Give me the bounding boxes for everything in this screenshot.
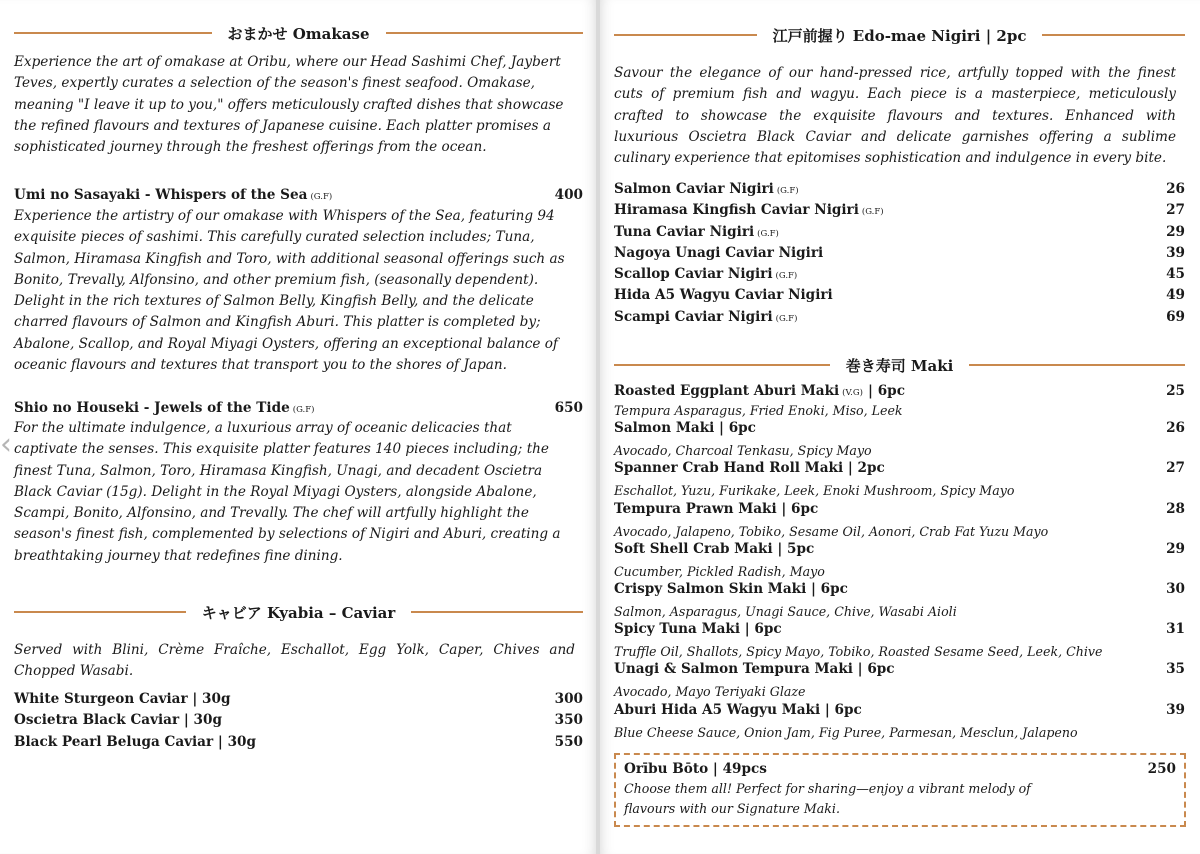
item-price: 31 (1166, 621, 1185, 638)
item-name: Nagoya Unagi Caviar Nigiri (614, 244, 824, 261)
list-item (614, 420, 1185, 460)
item-name-wrapper (614, 221, 779, 240)
item-name: Umi no Sasayaki - Whispers of the Sea (14, 187, 308, 203)
list-item (14, 712, 583, 733)
list-item (614, 199, 1185, 220)
omakase-intro: Experience the art of omakase at Oribu, where our Head Sashimi Chef, Jaybert Teves, expertly curates a selection of the season's finest seafood. Omakase, meaning "I leave it up to you," offers meticulously crafted dishes that showcase the refined flavours and textures of Japanese cuisine. Each platter promises a sophisticated journey through the freshest offerings from the ocean. (14, 54, 564, 156)
item-ingredients: Avocado, Charcoal Tenkasu, Spicy Mayo (614, 443, 872, 459)
item-price: 27 (1166, 460, 1185, 477)
item-price: 650 (554, 400, 583, 416)
item-name: White Sturgeon Caviar | 30g (14, 691, 231, 707)
item-row (614, 661, 1185, 682)
item-name-wrapper (614, 263, 797, 282)
item-name: Scampi Caviar Nigiri (614, 308, 773, 325)
item-name: Orību Bōto | 49pcs (624, 761, 767, 777)
item-name-wrapper (14, 397, 314, 416)
list-item (614, 581, 1185, 621)
heading-rule (614, 34, 757, 36)
item-row (614, 621, 1185, 642)
omakase-heading (14, 22, 583, 44)
item-price: 350 (554, 712, 583, 729)
list-item (614, 702, 1185, 742)
item-price: 49 (1166, 287, 1185, 304)
right-page (600, 0, 1200, 854)
item-row (624, 761, 1176, 777)
item-price: 300 (554, 691, 583, 707)
item-price: 550 (554, 733, 583, 750)
item-row (614, 501, 1185, 522)
item-name: Spicy Tuna Maki | 6pc (614, 621, 782, 638)
dietary-tag: (G.F) (775, 271, 798, 282)
list-item (614, 661, 1185, 701)
item-name-wrapper (614, 178, 799, 197)
item-name: Oscietra Black Caviar | 30g (14, 712, 222, 729)
heading-rule (14, 611, 186, 613)
nigiri-heading (614, 24, 1185, 46)
item-name: Hiramasa Kingfish Caviar Nigiri (614, 202, 859, 219)
item-price: 39 (1166, 701, 1185, 718)
heading-rule (411, 611, 583, 613)
list-item (614, 284, 1185, 305)
dietary-tag: (G.F) (310, 192, 333, 202)
item-price: 25 (1166, 383, 1185, 399)
item-row (614, 541, 1185, 562)
item-ingredients: Blue Cheese Sauce, Onion Jam, Fig Puree, Parmesan, Mesclun, Jalapeno (614, 724, 1078, 740)
item-name-wrapper (614, 284, 836, 303)
item-row (614, 380, 1185, 401)
dietary-tag: (G.F) (757, 228, 779, 239)
featured-item-box (614, 753, 1186, 827)
list-item (14, 734, 583, 755)
item-price: 29 (1166, 223, 1185, 240)
item-row (614, 460, 1185, 481)
list-item (614, 178, 1185, 199)
item-name-wrapper (614, 380, 905, 399)
heading-rule (969, 364, 1185, 366)
item-name: Unagi & Salmon Tempura Maki | 6pc (614, 661, 895, 678)
item-ingredients: Tempura Asparagus, Fried Enoki, Miso, Leek (614, 403, 903, 418)
item-name: Spanner Crab Hand Roll Maki | 2pc (614, 460, 885, 477)
item-name: Crispy Salmon Skin Maki | 6pc (614, 580, 848, 597)
caviar-list (14, 691, 583, 755)
dietary-tag: (V.G) (842, 388, 863, 398)
heading-rule (1042, 34, 1185, 36)
item-price: 45 (1166, 266, 1185, 283)
list-item (614, 541, 1185, 581)
item-name-wrapper (614, 242, 826, 261)
item-price: 28 (1166, 500, 1185, 517)
list-item (614, 380, 1185, 420)
caviar-title: キャビア Kyabia – Caviar (201, 603, 396, 622)
omakase-title: おまかせ Omakase (227, 24, 370, 43)
item-name: Shio no Houseki - Jewels of the Tide (14, 400, 290, 416)
item-price: 400 (554, 187, 583, 203)
dietary-tag: (G.F) (776, 186, 799, 196)
item-name-wrapper (14, 184, 332, 203)
maki-title: 巻き寿司 Maki (845, 356, 954, 375)
item-ingredients: Truffle Oil, Shallots, Spicy Mayo, Tobiko, Roasted Sesame Seed, Leek, Chive (614, 644, 1103, 660)
nigiri-intro: Savour the elegance of our hand-pressed rice, artfully topped with the finest cuts of premium fish and wagyu. Each piece is a masterpiece, meticulously crafted to showcase the exquisite flavours and textures. Enhanced with luxurious Oscietra Black Caviar and delicate garnishes offering a sublime culinary experience that epitomises sophistication and indulgence in every bite. (614, 65, 1176, 167)
item-name: Scallop Caviar Nigiri (614, 266, 773, 283)
item-price: 39 (1166, 244, 1185, 261)
item-price: 27 (1166, 202, 1185, 219)
list-item (614, 242, 1185, 263)
dietary-tag: (G.F) (861, 207, 884, 218)
item-name-wrapper (614, 199, 884, 218)
heading-rule (386, 32, 584, 34)
heading-rule (14, 32, 212, 34)
item-description: Choose them all! Perfect for sharing—enjoy a vibrant melody of flavours with our Signature Maki. (624, 781, 1031, 816)
item-row (614, 702, 1185, 723)
item-price: 29 (1166, 540, 1185, 557)
item-name: Salmon Caviar Nigiri (614, 181, 774, 197)
item-ingredients: Salmon, Asparagus, Unagi Sauce, Chive, Wasabi Aioli (614, 603, 957, 619)
dietary-tag: (G.F) (775, 313, 798, 324)
item-name: Tuna Caviar Nigiri (614, 223, 755, 240)
chevron-left-icon[interactable]: ‹ (0, 427, 12, 462)
item-portion: | 6pc (868, 383, 905, 399)
item-ingredients: Cucumber, Pickled Radish, Mayo (614, 563, 825, 579)
menu-item-shio-no-houseki (14, 397, 583, 416)
item-name: Aburi Hida A5 Wagyu Maki | 6pc (614, 701, 862, 718)
item-name: Hida A5 Wagyu Caviar Nigiri (614, 287, 833, 304)
item-name: Tempura Prawn Maki | 6pc (614, 500, 819, 517)
item-row (614, 581, 1185, 602)
nigiri-list (614, 178, 1185, 327)
list-item (614, 221, 1185, 242)
nigiri-title: 江戸前握り Edo-mae Nigiri | 2pc (772, 26, 1027, 45)
item-name: Roasted Eggplant Aburi Maki (614, 383, 840, 399)
item-ingredients: Eschallot, Yuzu, Furikake, Leek, Enoki Mushroom, Spicy Mayo (614, 483, 1015, 499)
item-name: Soft Shell Crab Maki | 5pc (614, 540, 815, 557)
item-name: Black Pearl Beluga Caviar | 30g (14, 733, 256, 750)
caviar-heading (14, 601, 583, 623)
caviar-intro: Served with Blini, Crème Fraîche, Eschallot, Egg Yolk, Caper, Chives and Chopped Wasabi. (14, 642, 575, 680)
item-price: 250 (1147, 761, 1176, 777)
item-price: 26 (1166, 181, 1185, 197)
left-page (0, 0, 596, 854)
item-price: 30 (1166, 580, 1185, 597)
list-item (614, 263, 1185, 284)
menu-item-umi-no-sasayaki (14, 184, 583, 203)
item-description: Experience the artistry of our omakase with Whispers of the Sea, featuring 94 exquisite pieces of sashimi. This carefully curated selection includes; Tuna, Salmon, Hiramasa Kingfish and Toro, with additional seasonal offerings such as Bonito, Trevally, Alfonsino, and other premium fish, (seasonally dependent). Delight in the rich textures of Salmon Belly, Kingfish Belly, and the delicate charred flavours of Salmon and Kingfish Aburi. This platter is completed by; Abalone, Scallop, and Royal Miyagi Oysters, offering an exceptional balance of oceanic flavours and textures that transport you to the shores of Japan. (14, 208, 565, 374)
item-row (614, 420, 1185, 441)
list-item (14, 691, 583, 712)
list-item (614, 306, 1185, 327)
list-item (614, 621, 1185, 661)
item-ingredients: Avocado, Mayo Teriyaki Glaze (614, 684, 806, 700)
maki-list (614, 380, 1185, 742)
item-price: 69 (1166, 308, 1185, 325)
dietary-tag: (G.F) (292, 405, 315, 415)
item-price: 35 (1166, 661, 1185, 678)
maki-heading (614, 354, 1185, 376)
heading-rule (614, 364, 830, 366)
item-description: For the ultimate indulgence, a luxurious array of oceanic delicacies that captivate the senses. This exquisite platter features 140 pieces including; the finest Tuna, Salmon, Toro, Hiramasa Kingfish, Unagi, and decadent Oscietra Black Caviar (15g). Delight in the Royal Miyagi Oysters, alongside Abalone, Scampi, Bonito, Alfonsino, and Trevally. The chef will artfully highlight the season's finest fish, complemented by selections of Nigiri and Aburi, creating a breathtaking journey that redefines fine dining. (14, 420, 561, 564)
item-name-wrapper (614, 306, 797, 325)
list-item (614, 460, 1185, 500)
item-name: Salmon Maki | 6pc (614, 420, 756, 437)
list-item (614, 501, 1185, 541)
item-price: 26 (1166, 420, 1185, 437)
item-ingredients: Avocado, Jalapeno, Tobiko, Sesame Oil, Aonori, Crab Fat Yuzu Mayo (614, 523, 1049, 539)
